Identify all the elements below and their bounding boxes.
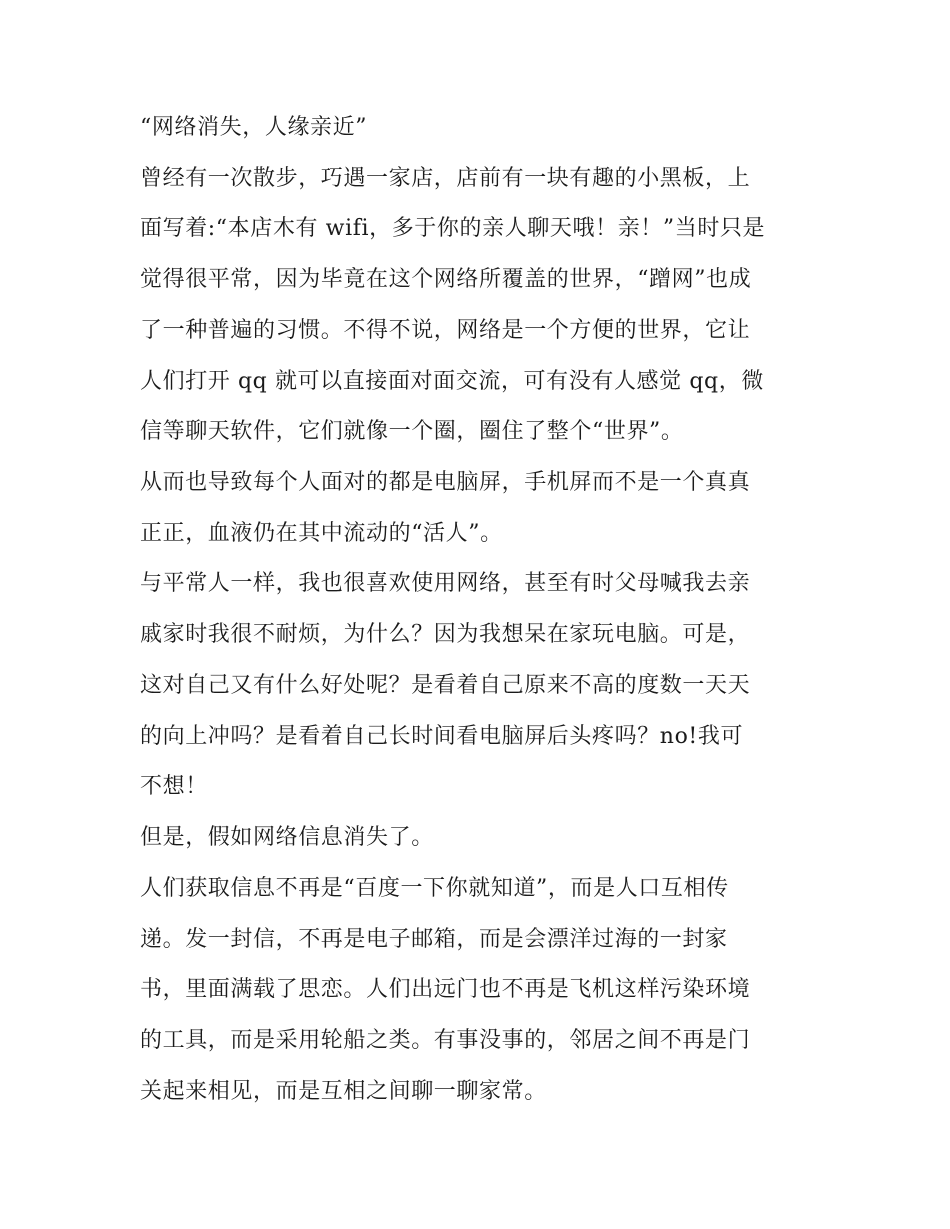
body-line: 了一种普遍的习惯。不得不说，网络是一个方便的世界，它让 [140,318,751,343]
body-line: 从而也导致每个人面对的都是电脑屏，手机屏而不是一个真真 [140,470,751,495]
body-line: 递。发一封信，不再是电子邮箱，而是会漂洋过海的一封家 [140,927,728,952]
body-line: 不想！ [140,774,208,799]
body-line: 与平常人一样，我也很喜欢使用网络，甚至有时父母喊我去亲 [140,571,751,596]
body-line: 关起来相见，而是互相之间聊一聊家常。 [140,1079,547,1104]
document-title: “网络消失，人缘亲近” [140,115,368,140]
body-line: 信等聊天软件，它们就像一个圈，圈住了整个“世界”。 [140,419,684,444]
body-line: 人们获取信息不再是“百度一下你就知道”，而是人口互相传 [140,876,729,901]
body-line: 的工具，而是采用轮船之类。有事没事的，邻居之间不再是门 [140,1028,751,1053]
body-line: 的向上冲吗？是看着自己长时间看电脑屏后头疼吗？no!我可 [140,724,744,749]
body-line: 面写着:“本店木有 wifi，多于你的亲人聊天哦！亲！”当时只是 [140,216,766,241]
body-line: 人们打开 qq 就可以直接面对面交流，可有没有人感觉 qq，微 [140,369,764,394]
body-line: 但是，假如网络信息消失了。 [140,825,434,850]
body-line: 戚家时我很不耐烦，为什么？因为我想呆在家玩电脑。可是， [140,622,751,647]
body-line: 觉得很平常，因为毕竟在这个网络所覆盖的世界，“蹭网”也成 [140,267,752,292]
body-line: 曾经有一次散步，巧遇一家店，店前有一块有趣的小黑板，上 [140,166,751,191]
body-line: 书，里面满载了思恋。人们出远门也不再是飞机这样污染环境 [140,977,751,1002]
body-line: 正正，血液仍在其中流动的“活人”。 [140,521,503,546]
body-line: 这对自己又有什么好处呢？是看着自己原来不高的度数一天天 [140,673,751,698]
